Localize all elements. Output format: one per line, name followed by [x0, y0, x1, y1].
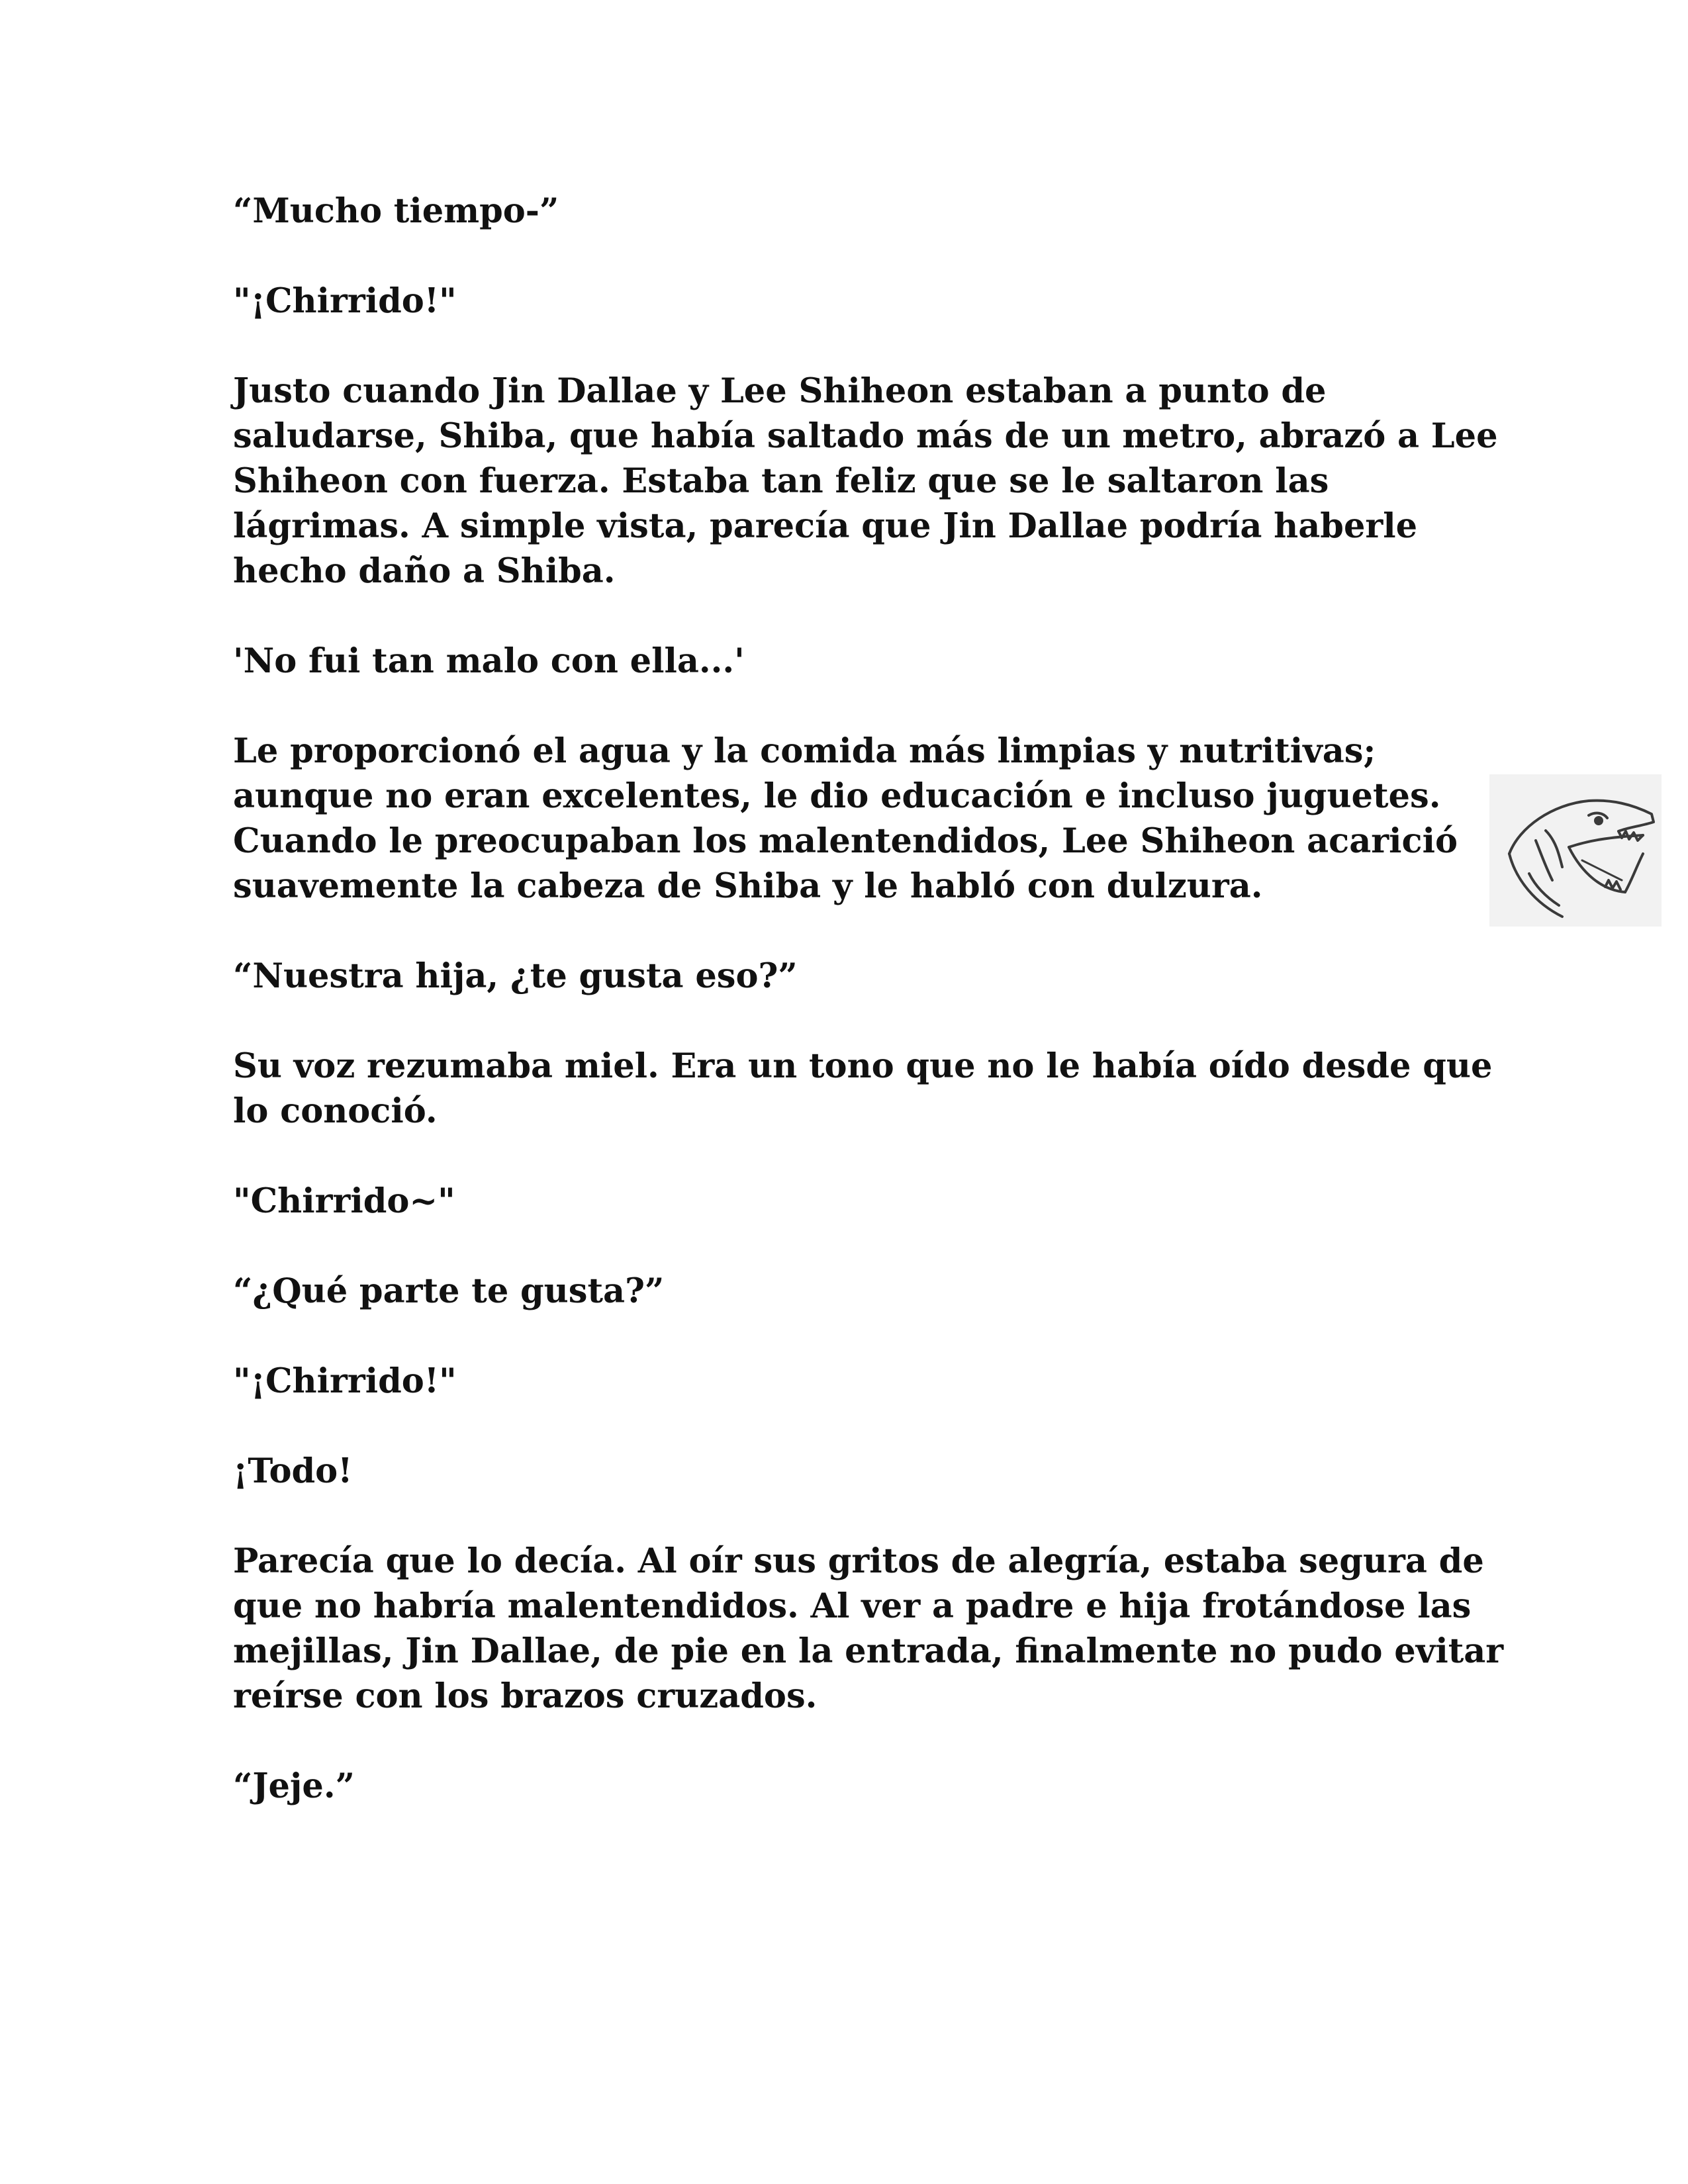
paragraph-3: Justo cuando Jin Dallae y Lee Shiheon estaban a punto de saludarse, Shiba, que había saltado más de un metro, abrazó a Lee Shiheon con fuerza. Estaba tan feliz que se le saltaron las lágrimas. A simple vista, parecía que Jin Dallae podría haberle hecho daño a Shiba.	[233, 371, 1498, 591]
paragraph-10: "¡Chirrido!"	[233, 1361, 457, 1401]
paragraph-12: Parecía que lo decía. Al oír sus gritos de alegría, estaba segura de que no habría malentendidos. Al ver a padre e hija frotándose las mejillas, Jin Dallae, de pie en la entrada, finalmente no pudo evitar reírse con los brazos cruzados.	[233, 1541, 1504, 1716]
paragraph-9: “¿Qué parte te gusta?”	[233, 1271, 665, 1311]
paragraph-11: ¡Todo!	[233, 1451, 353, 1491]
paragraph-7: Su voz rezumaba miel. Era un tono que no le había oído desde que lo conoció.	[233, 1046, 1493, 1131]
paragraph-2: "¡Chirrido!"	[233, 281, 457, 321]
dinosaur-head-icon	[1489, 774, 1662, 927]
paragraph-6: “Nuestra hija, ¿te gusta eso?”	[233, 956, 798, 996]
document-body	[233, 189, 1504, 1854]
paragraph-4: 'No fui tan malo con ella...'	[233, 641, 745, 681]
paragraph-5: Le proporcionó el agua y la comida más limpias y nutritivas; aunque no eran excelentes, le dio educación e incluso juguetes. Cuando le preocupaban los malentendidos, Lee Shiheon acarició suavemente la cabeza de Shiba y le habló con dulzura.	[233, 731, 1458, 906]
paragraph-8: "Chirrido~"	[233, 1181, 455, 1221]
paragraph-1: “Mucho tiempo-”	[233, 191, 559, 231]
paragraph-13: “Jeje.”	[233, 1766, 355, 1806]
